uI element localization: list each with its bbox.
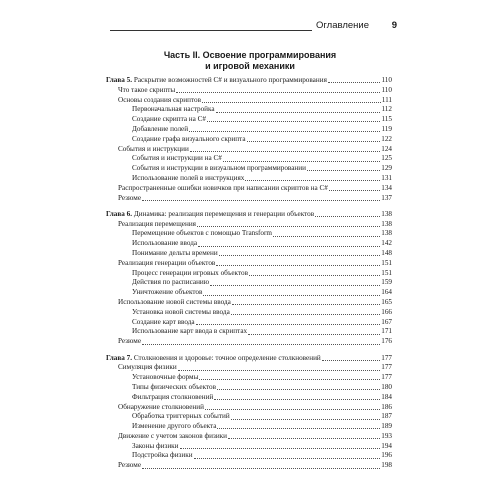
toc-chapter: [106, 76, 392, 203]
toc-entry-text: Использование полей в инструкциях: [132, 173, 245, 182]
chapter-label: Глава 6.: [106, 209, 133, 218]
toc-entry-text: Создание графа визуального скрипта: [132, 134, 246, 143]
dot-leader: [180, 448, 381, 449]
toc-entry-row[interactable]: [106, 135, 392, 145]
toc-entry-page: 151: [381, 258, 392, 267]
toc-entry-page: 198: [381, 461, 392, 470]
toc-entry-page: 129: [381, 164, 392, 173]
toc-entry-text: Резюме: [118, 337, 142, 346]
toc-entry-page: 112: [381, 105, 392, 114]
toc-entry-row[interactable]: [106, 318, 392, 328]
dot-leader: [142, 200, 380, 201]
toc-entry-page: 138: [381, 219, 392, 228]
toc-entry-page: 184: [381, 392, 392, 401]
toc-entry-text: Добавление полей: [132, 124, 189, 133]
toc-entry-row[interactable]: [106, 269, 392, 279]
toc-entry-page: 119: [381, 124, 392, 133]
toc-entry-text: Изменение другого объекта: [132, 422, 217, 431]
toc-entry-text: Уничтожение объектов: [132, 288, 203, 297]
dot-leader: [178, 370, 381, 371]
dot-leader: [217, 389, 380, 390]
toc-entry-text: Реализация генерации объектов: [118, 258, 216, 267]
dot-leader: [231, 419, 380, 420]
toc-entry-page: 193: [381, 431, 392, 440]
toc-entry-page: 159: [381, 278, 392, 287]
toc-entry-row[interactable]: [106, 96, 392, 106]
chapter-label: Глава 5.: [106, 76, 133, 84]
toc-entry-row[interactable]: [106, 125, 392, 135]
toc-entry-row[interactable]: [106, 337, 392, 347]
toc-chapter-row[interactable]: [106, 76, 392, 86]
dot-leader: [198, 246, 380, 247]
toc-entry-page: 196: [381, 451, 392, 460]
toc-entry-row[interactable]: [106, 154, 392, 164]
toc-entry-page: 194: [381, 441, 392, 450]
toc-entry-page: 124: [381, 144, 392, 153]
toc-entry-text: Первоначальная настройка: [132, 105, 215, 114]
toc-entry-page: 148: [381, 249, 392, 258]
toc-entry-text: События и инструкции в визуальном программировании: [132, 164, 306, 173]
dot-leader: [249, 275, 380, 276]
dot-leader: [194, 458, 381, 459]
toc-entry-page: 125: [381, 154, 392, 163]
toc-entry-text: Основы создания скриптов: [118, 95, 201, 104]
toc-entry-text: Использование ввода: [132, 239, 198, 248]
dot-leader: [273, 236, 380, 237]
dot-leader: [202, 102, 381, 103]
toc-entry-text: Резюме: [118, 193, 142, 202]
toc-entry-row[interactable]: [106, 145, 392, 155]
toc-entry-row[interactable]: [106, 383, 392, 393]
chapter-page: 138: [381, 209, 392, 218]
toc-entry-page: 167: [381, 317, 392, 326]
toc-entry-text: Обработка триггерных событий: [132, 412, 230, 421]
dot-leader: [199, 379, 380, 380]
toc-chapter: [106, 210, 392, 347]
toc-entry-text: Использование карт ввода в скриптах: [132, 327, 248, 336]
toc-entry-row[interactable]: [106, 184, 392, 194]
toc-entry-row[interactable]: [106, 174, 392, 184]
toc-entry-row[interactable]: [106, 412, 392, 422]
toc-entry-page: 177: [381, 363, 392, 372]
toc-entry-row[interactable]: [106, 327, 392, 337]
toc-entry-text: Создание скрипта на C#: [132, 115, 207, 124]
toc-entry-text: Распространенные ошибки новичков при написании скриптов на C#: [118, 183, 328, 192]
toc-entry-text: Процесс генерации игровых объектов: [132, 268, 248, 277]
toc-entry-text: Установочные формы: [132, 373, 199, 382]
toc-chapter: [106, 354, 392, 472]
part-title: [100, 50, 400, 72]
part-title-line-1: Часть II. Освоение программирования: [163, 50, 337, 60]
dot-leader: [176, 92, 380, 93]
toc-entry-row[interactable]: [106, 422, 392, 432]
dot-leader: [205, 409, 380, 410]
toc-entry-text: Создание карт ввода: [132, 317, 195, 326]
dot-leader: [142, 344, 380, 345]
dot-leader: [248, 334, 380, 335]
toc-entry-text: Законы физики: [132, 441, 179, 450]
toc-entry-page: 177: [381, 373, 392, 382]
dot-leader: [216, 112, 381, 113]
dot-leader: [232, 304, 380, 305]
toc-entry-page: 115: [381, 115, 392, 124]
toc-entry-row[interactable]: [106, 115, 392, 125]
chapter-label: Глава 7.: [106, 353, 133, 362]
toc-entry-row[interactable]: [106, 220, 392, 230]
toc-entry-page: 111: [381, 95, 392, 104]
chapter-page: 177: [381, 353, 392, 362]
toc-entry-text: События и инструкции: [118, 144, 189, 153]
dot-leader: [307, 170, 380, 171]
toc-entry-page: 138: [381, 229, 392, 238]
toc-entry-page: 137: [381, 193, 392, 202]
dot-leader: [247, 141, 381, 142]
toc-entry-row[interactable]: [106, 194, 392, 204]
toc-entry-row[interactable]: [106, 308, 392, 318]
dot-leader: [142, 468, 380, 469]
toc-entry-text: Фильтрация столкновений: [132, 392, 214, 401]
dot-leader: [219, 255, 381, 256]
toc-entry-row[interactable]: [106, 278, 392, 288]
dot-leader: [315, 216, 380, 217]
toc-entry-text: Перемещение объектов с помощью Transform: [132, 229, 273, 238]
page-number: 9: [391, 20, 397, 31]
dot-leader: [217, 428, 380, 429]
toc-entry-text: Понимание дельты времени: [132, 249, 218, 258]
toc-entry-text: Подстройка физики: [132, 451, 193, 460]
toc-entry-page: 151: [381, 268, 392, 277]
dot-leader: [203, 295, 380, 296]
toc-entry-page: 110: [381, 85, 392, 94]
header-title: Оглавление: [312, 20, 369, 32]
toc-entry-page: 165: [381, 298, 392, 307]
dot-leader: [210, 285, 380, 286]
toc-entry-text: Реализация перемещения: [118, 219, 196, 228]
toc-chapter-row[interactable]: [106, 210, 392, 220]
chapter-title: Динамика: реализация перемещения и генерации объектов: [132, 209, 315, 218]
chapter-page: 110: [381, 76, 392, 84]
dot-leader: [216, 265, 380, 266]
dot-leader: [328, 82, 381, 83]
chapter-heading: [106, 210, 314, 220]
chapter-heading: [106, 76, 327, 86]
chapter-heading: [106, 354, 321, 364]
toc-entry-text: Что такое скрипты: [118, 85, 176, 94]
toc-entry-text: Обнаружение столкновений: [118, 402, 204, 411]
toc-entry-row[interactable]: [106, 249, 392, 259]
dot-leader: [189, 131, 380, 132]
dot-leader: [329, 190, 380, 191]
toc-entry-text: Установка новой системы ввода: [132, 307, 230, 316]
part-title-line-2: и игровой механики: [205, 61, 295, 71]
toc-entry-row[interactable]: [106, 298, 392, 308]
toc-entry-page: 122: [381, 134, 392, 143]
toc-entry-row[interactable]: [106, 432, 392, 442]
toc-entry-text: Типы физических объектов: [132, 382, 217, 391]
dot-leader: [197, 226, 380, 227]
toc-entry-page: 134: [381, 183, 392, 192]
dot-leader: [207, 121, 380, 122]
dot-leader: [223, 161, 380, 162]
dot-leader: [228, 438, 380, 439]
toc-entry-page: 189: [381, 422, 392, 431]
toc-entry-row[interactable]: [106, 373, 392, 383]
dot-leader: [245, 180, 380, 181]
toc-entry-page: 166: [381, 307, 392, 316]
dot-leader: [322, 360, 380, 361]
toc-entry-row[interactable]: [106, 259, 392, 269]
toc-entry-row[interactable]: [106, 288, 392, 298]
toc-entry-page: 164: [381, 288, 392, 297]
toc-entry-page: 187: [381, 412, 392, 421]
toc-entry-row[interactable]: [106, 403, 392, 413]
toc-entry-row[interactable]: [106, 442, 392, 452]
dot-leader: [214, 399, 380, 400]
table-of-contents: [106, 76, 392, 478]
toc-entry-text: Использование новой системы ввода: [118, 298, 231, 307]
toc-entry-page: 180: [381, 382, 392, 391]
toc-entry-text: Симуляция физики: [118, 363, 177, 372]
toc-entry-page: 171: [381, 327, 392, 336]
dot-leader: [231, 314, 380, 315]
toc-entry-row[interactable]: [106, 239, 392, 249]
toc-entry-page: 186: [381, 402, 392, 411]
toc-entry-row[interactable]: [106, 393, 392, 403]
running-header: [110, 20, 397, 34]
chapter-title: Столкновения и здоровье: точное определение столкновений: [132, 353, 321, 362]
toc-entry-page: 142: [381, 239, 392, 248]
toc-entry-row[interactable]: [106, 461, 392, 471]
toc-entry-text: Резюме: [118, 461, 142, 470]
toc-entry-text: Движение с учетом законов физики: [118, 431, 228, 440]
dot-leader: [196, 324, 381, 325]
toc-chapter-row[interactable]: [106, 354, 392, 364]
toc-entry-row[interactable]: [106, 164, 392, 174]
dot-leader: [190, 151, 380, 152]
toc-entry-text: События и инструкции на C#: [132, 154, 222, 163]
toc-entry-page: 131: [381, 173, 392, 182]
toc-entry-page: 176: [381, 337, 392, 346]
toc-entry-row[interactable]: [106, 229, 392, 239]
toc-entry-row[interactable]: [106, 105, 392, 115]
toc-entry-text: Действия по расписанию: [132, 278, 210, 287]
toc-entry-row[interactable]: [106, 86, 392, 96]
chapter-title: Раскрытие возможностей C# и визуального программирования: [132, 76, 327, 84]
toc-entry-row[interactable]: [106, 363, 392, 373]
toc-entry-row[interactable]: [106, 451, 392, 461]
